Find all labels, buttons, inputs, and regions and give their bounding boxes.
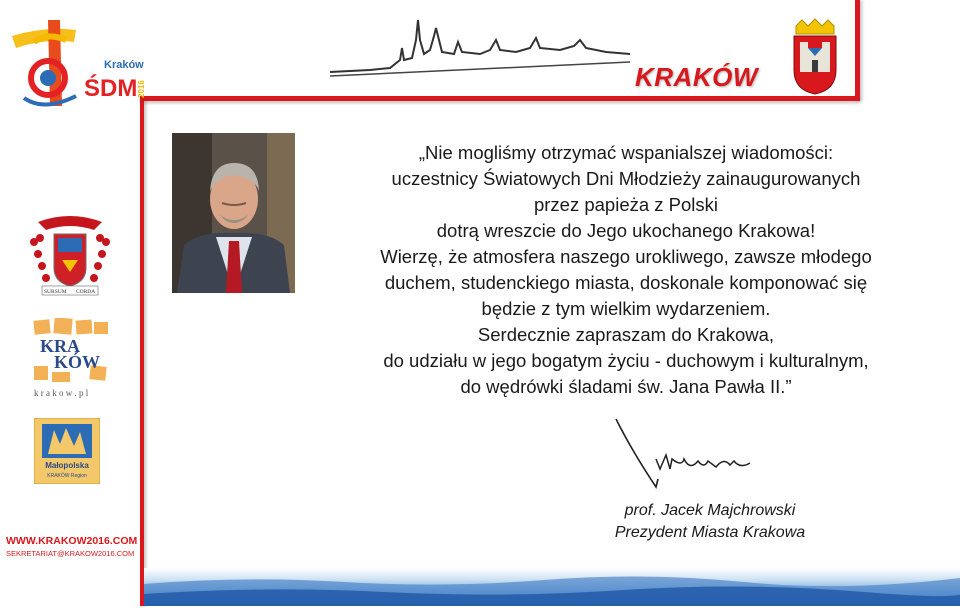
header-title: KRAKÓW [635, 62, 758, 92]
bottom-decorative-band [144, 568, 960, 606]
message-line: „Nie mogliśmy otrzymać wspanialszej wiadomości: [418, 142, 834, 163]
message-line: uczestnicy Światowych Dni Młodzieży zainaugurowanych [391, 168, 861, 189]
krakow-pl-logo [32, 318, 110, 400]
message-line: Wierzę, że atmosfera naszego urokliwego, zawsze młodego [380, 246, 872, 267]
signatory-role: Prezydent Miasta Krakowa [614, 524, 806, 541]
header-divider [140, 96, 860, 101]
message-line: będzie z tym wielkim wydarzeniem. [481, 298, 771, 319]
sdm-name: ŚDM [84, 75, 138, 102]
signature-block [590, 500, 830, 544]
message-line: do wędrówki śladami św. Jana Pawła II.” [460, 376, 792, 397]
sdm-year: 2016 [137, 80, 146, 98]
message-line: przez papieża z Polski [533, 194, 719, 215]
mayor-message [326, 140, 926, 400]
message-line: Serdecznie zapraszam do Krakowa, [477, 324, 775, 345]
mayor-portrait [172, 133, 295, 293]
message-line: do udziału w jego bogatym życiu - duchowym i kulturalnym, [383, 350, 869, 371]
krakow-logo-line2: KÓW [54, 352, 101, 372]
message-line: dotrą wreszcie do Jego ukochanego Krakowa! [436, 220, 816, 241]
malopolska-name: Małopolska [45, 461, 89, 470]
website-link[interactable]: WWW.KRAKOW2016.COM [6, 535, 138, 547]
header-right-divider [855, 0, 860, 101]
krakow-coat-of-arms [790, 18, 840, 96]
malopolska-logo [34, 418, 100, 484]
message-line: duchem, studenckiego miasta, doskonale komponować się [384, 272, 868, 293]
sdm-logo [4, 8, 154, 118]
signatory-name: prof. Jacek Majchrowski [624, 502, 796, 519]
krakow-logo-line1: KRA [40, 336, 80, 356]
handwritten-signature [612, 415, 762, 495]
krakow-logo-url: k r a k o w . p l [34, 388, 89, 398]
krakow-skyline-illustration [330, 10, 630, 80]
cardinal-coat-of-arms [28, 212, 112, 304]
cardinal-motto-right: CORDA [76, 289, 96, 295]
cardinal-motto-left: SURSUM [44, 289, 67, 295]
email-link[interactable]: SEKRETARIAT@KRAKOW2016.COM [6, 549, 135, 558]
malopolska-sub: KRAKÓW Region [47, 473, 87, 479]
sdm-city: Kraków [104, 59, 144, 71]
sidebar-divider [140, 101, 144, 606]
